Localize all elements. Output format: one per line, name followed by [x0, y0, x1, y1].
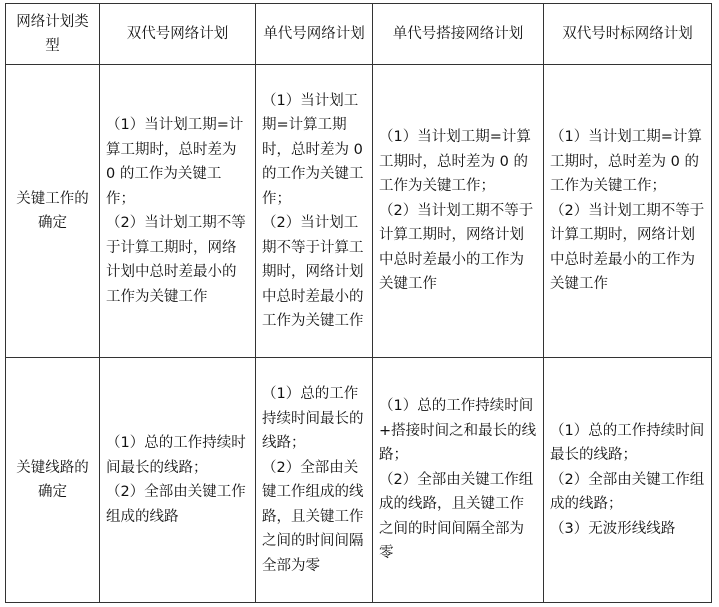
header-timescale: 双代号时标网络计划	[544, 4, 712, 65]
header-overlap: 单代号搭接网络计划	[373, 4, 544, 65]
table-row	[6, 65, 712, 358]
cell-line: （1）当计划工期=计算工期时，总时差为 0 的工作为关键工作；	[262, 92, 364, 207]
cell-line: （2）当计划工期不等于计算工期时，网络计划中总时差最小的工作为关键工作	[550, 202, 705, 293]
cell-line: （2）全部由关键工作组成的线路，且关键工作之间的时间间隔全部为零	[379, 471, 534, 562]
row-label-key-work: 关键工作的确定	[6, 65, 100, 358]
cell-line: （2）当计划工期不等于计算工期时，网络计划中总时差最小的工作为关键工作	[379, 202, 534, 293]
cell-line: （1）当计划工期=计算工期时，总时差为 0 的工作为关键工作；	[550, 129, 702, 195]
header-type: 网络计划类型	[6, 4, 100, 65]
comparison-table	[5, 3, 712, 603]
cell-line: （1）当计划工期=计算工期时，总时差为 0 的工作为关键工作；	[106, 117, 244, 207]
cell-timescale	[544, 358, 712, 603]
row-label-critical-path: 关键线路的确定	[6, 358, 100, 603]
cell-line: （2）当计划工期不等于计算工期时，网络计划中总时差最小的工作为关键工作	[106, 215, 246, 305]
cell-line: （2）全部由关键工作组成的线路；	[550, 471, 705, 513]
cell-overlap	[373, 65, 544, 358]
cell-line: （1）总的工作持续时间+搭接时间之和最长的线路；	[379, 398, 537, 464]
cell-overlap	[373, 358, 544, 603]
cell-line: （1）总的工作持续时间最长的线路；	[106, 435, 246, 476]
cell-single	[256, 358, 373, 603]
cell-dual	[100, 358, 256, 603]
cell-dual	[100, 65, 256, 358]
cell-timescale	[544, 65, 712, 358]
cell-single	[256, 65, 373, 358]
cell-line: （3）无波形线线路	[550, 520, 676, 537]
cell-line: （2）当计划工期不等于计算工期时，网络计划中总时差最小的工作为关键工作	[262, 215, 364, 329]
header-row	[6, 4, 712, 65]
table-row	[6, 358, 712, 603]
cell-line: （2）全部由关键工作组成的线路，且关键工作之间的时间间隔全部为零	[262, 459, 364, 574]
header-dual: 双代号网络计划	[100, 4, 256, 65]
cell-line: （1）总的工作持续时间最长的线路；	[262, 386, 364, 451]
header-single: 单代号网络计划	[256, 4, 373, 65]
cell-line: （1）总的工作持续时间最长的线路；	[550, 422, 705, 464]
cell-line: （2）全部由关键工作组成的线路	[106, 484, 246, 525]
cell-line: （1）当计划工期=计算工期时，总时差为 0 的工作为关键工作；	[379, 129, 531, 195]
